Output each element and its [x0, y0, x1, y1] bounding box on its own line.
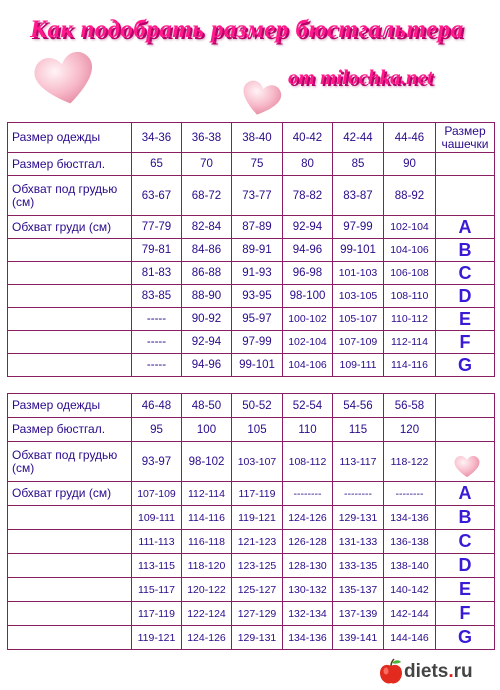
heart-icon: [30, 48, 100, 108]
table-cell: 124-126: [283, 506, 333, 530]
table-cell: 92-94: [283, 216, 333, 239]
row-label: [8, 554, 132, 578]
cup-size-header: [436, 418, 495, 442]
table-cell: 92-94: [182, 331, 232, 354]
size-table-2: [7, 393, 494, 650]
table-row: [8, 506, 495, 530]
table-cell: 91-93: [232, 262, 283, 285]
table-cell: 103-107: [232, 442, 283, 482]
table-cell: 75: [232, 153, 283, 176]
table-cell: 107-109: [132, 482, 182, 506]
table-cell: 79-81: [132, 239, 182, 262]
table-cell: 83-85: [132, 285, 182, 308]
table-row: [8, 554, 495, 578]
table-cell: 113-115: [132, 554, 182, 578]
table-cell: 88-90: [182, 285, 232, 308]
table-cell: 122-124: [182, 602, 232, 626]
table-cell: 99-101: [333, 239, 384, 262]
table-cell: 130-132: [283, 578, 333, 602]
table-cell: 119-121: [132, 626, 182, 650]
table-cell: 101-103: [333, 262, 384, 285]
row-label: Обхват груди (см): [8, 216, 132, 239]
row-label: Размер бюстгал.: [8, 153, 132, 176]
table-row: [8, 354, 495, 377]
cup-size-letter: A: [436, 216, 495, 239]
table-cell: 128-130: [283, 554, 333, 578]
table-cell: 112-114: [384, 331, 436, 354]
table-cell: 139-141: [333, 626, 384, 650]
table-cell: 52-54: [283, 394, 333, 418]
table-cell: 48-50: [182, 394, 232, 418]
table-cell: 115: [333, 418, 384, 442]
table-cell: 117-119: [132, 602, 182, 626]
cup-size-letter: C: [436, 530, 495, 554]
table-cell: 124-126: [182, 626, 232, 650]
row-label: [8, 285, 132, 308]
table-cell: 94-96: [182, 354, 232, 377]
table-cell: 110-112: [384, 308, 436, 331]
table-cell: 93-97: [132, 442, 182, 482]
table-cell: 90: [384, 153, 436, 176]
apple-icon: [378, 658, 404, 686]
table-cell: 50-52: [232, 394, 283, 418]
table-cell: --------: [283, 482, 333, 506]
cup-size-header: Размер чашечки: [436, 123, 495, 153]
table-cell: 137-139: [333, 602, 384, 626]
table-cell: 118-120: [182, 554, 232, 578]
table-row: [8, 602, 495, 626]
table-cell: 116-118: [182, 530, 232, 554]
table-cell: 134-136: [384, 506, 436, 530]
table-cell: 105: [232, 418, 283, 442]
table-row: [8, 153, 495, 176]
cup-size-letter: E: [436, 578, 495, 602]
table-cell: 126-128: [283, 530, 333, 554]
table-cell: 136-138: [384, 530, 436, 554]
table-cell: 81-83: [132, 262, 182, 285]
table-cell: 98-100: [283, 285, 333, 308]
cup-size-header: [436, 176, 495, 216]
table-cell: 88-92: [384, 176, 436, 216]
row-label: [8, 530, 132, 554]
heart-icon: [238, 78, 284, 118]
row-label: [8, 506, 132, 530]
table-cell: 117-119: [232, 482, 283, 506]
table-cell: 70: [182, 153, 232, 176]
table-cell: 134-136: [283, 626, 333, 650]
table-cell: 56-58: [384, 394, 436, 418]
table-cell: 110: [283, 418, 333, 442]
table-cell: 131-133: [333, 530, 384, 554]
row-label: Обхват под грудью (см): [8, 442, 132, 482]
table-cell: --------: [333, 482, 384, 506]
table-cell: 100: [182, 418, 232, 442]
table-cell: 90-92: [182, 308, 232, 331]
table-cell: 99-101: [232, 354, 283, 377]
table-cell: 118-122: [384, 442, 436, 482]
table-row: [8, 394, 495, 418]
table-cell: 87-89: [232, 216, 283, 239]
table-cell: 111-113: [132, 530, 182, 554]
table-cell: 129-131: [232, 626, 283, 650]
page-title: Как подобрать размер бюстгальтера: [30, 16, 464, 43]
table-cell: 94-96: [283, 239, 333, 262]
table-cell: 142-144: [384, 602, 436, 626]
table-cell: 123-125: [232, 554, 283, 578]
cup-size-letter: F: [436, 331, 495, 354]
cup-size-letter: C: [436, 262, 495, 285]
table-row: [8, 308, 495, 331]
table-cell: 95: [132, 418, 182, 442]
row-label: Размер одежды: [8, 123, 132, 153]
table-row: [8, 442, 495, 482]
table-row: [8, 262, 495, 285]
table-row: [8, 530, 495, 554]
table-row: [8, 123, 495, 153]
table-cell: 86-88: [182, 262, 232, 285]
cup-size-letter: E: [436, 308, 495, 331]
table-cell: 121-123: [232, 530, 283, 554]
table-cell: 112-114: [182, 482, 232, 506]
table-cell: 34-36: [132, 123, 182, 153]
table-cell: 120-122: [182, 578, 232, 602]
table-row: [8, 285, 495, 308]
table-cell: 104-106: [384, 239, 436, 262]
row-label: Размер бюстгал.: [8, 418, 132, 442]
table-cell: 102-104: [384, 216, 436, 239]
cup-size-letter: D: [436, 554, 495, 578]
cup-size-letter: F: [436, 602, 495, 626]
table-row: [8, 482, 495, 506]
table-cell: 127-129: [232, 602, 283, 626]
cup-size-letter: G: [436, 626, 495, 650]
row-label: [8, 626, 132, 650]
table-cell: 105-107: [333, 308, 384, 331]
table-row: [8, 578, 495, 602]
cup-size-letter: B: [436, 506, 495, 530]
table-cell: --------: [384, 482, 436, 506]
logo-text: diets.ru: [404, 661, 473, 682]
table-cell: 132-134: [283, 602, 333, 626]
table-cell: 133-135: [333, 554, 384, 578]
table-cell: 114-116: [182, 506, 232, 530]
row-label: [8, 354, 132, 377]
table-row: [8, 626, 495, 650]
table-cell: 93-95: [232, 285, 283, 308]
table-cell: 65: [132, 153, 182, 176]
table-cell: -----: [132, 354, 182, 377]
table-row: [8, 216, 495, 239]
size-table-1: [7, 122, 494, 377]
table-cell: -----: [132, 331, 182, 354]
table-cell: 40-42: [283, 123, 333, 153]
table-cell: 97-99: [232, 331, 283, 354]
table-row: [8, 239, 495, 262]
table-cell: 109-111: [132, 506, 182, 530]
table-cell: 82-84: [182, 216, 232, 239]
header: [0, 0, 500, 128]
table-cell: 104-106: [283, 354, 333, 377]
table-cell: 85: [333, 153, 384, 176]
table-cell: 108-112: [283, 442, 333, 482]
table-cell: 98-102: [182, 442, 232, 482]
table-cell: 44-46: [384, 123, 436, 153]
cup-size-letter: D: [436, 285, 495, 308]
table-cell: 119-121: [232, 506, 283, 530]
table-cell: 140-142: [384, 578, 436, 602]
table-cell: 96-98: [283, 262, 333, 285]
row-label: [8, 262, 132, 285]
table-cell: 102-104: [283, 331, 333, 354]
table-cell: 46-48: [132, 394, 182, 418]
table-cell: 42-44: [333, 123, 384, 153]
table-cell: -----: [132, 308, 182, 331]
table-cell: 95-97: [232, 308, 283, 331]
cup-size-letter: G: [436, 354, 495, 377]
table-cell: 78-82: [283, 176, 333, 216]
table-cell: 100-102: [283, 308, 333, 331]
cup-size-letter: A: [436, 482, 495, 506]
table-cell: 115-117: [132, 578, 182, 602]
row-label: [8, 308, 132, 331]
row-label: [8, 331, 132, 354]
table-cell: 84-86: [182, 239, 232, 262]
table-cell: 107-109: [333, 331, 384, 354]
page-subtitle: от milochka.net: [288, 65, 433, 89]
site-logo: [374, 655, 500, 690]
row-label: Обхват груди (см): [8, 482, 132, 506]
table-row: [8, 176, 495, 216]
table-cell: 120: [384, 418, 436, 442]
heart-icon: [452, 453, 482, 479]
table-cell: 114-116: [384, 354, 436, 377]
table-cell: 135-137: [333, 578, 384, 602]
table-row: [8, 418, 495, 442]
table-cell: 103-105: [333, 285, 384, 308]
table-cell: 68-72: [182, 176, 232, 216]
table-cell: 54-56: [333, 394, 384, 418]
table-row: [8, 331, 495, 354]
table-cell: 36-38: [182, 123, 232, 153]
table-cell: 77-79: [132, 216, 182, 239]
table-cell: 108-110: [384, 285, 436, 308]
row-label: [8, 578, 132, 602]
table-cell: 129-131: [333, 506, 384, 530]
table-cell: 109-111: [333, 354, 384, 377]
table-cell: 125-127: [232, 578, 283, 602]
table-cell: 97-99: [333, 216, 384, 239]
table-cell: 73-77: [232, 176, 283, 216]
cup-size-letter: B: [436, 239, 495, 262]
table-cell: 89-91: [232, 239, 283, 262]
row-label: [8, 602, 132, 626]
table-cell: 106-108: [384, 262, 436, 285]
table-cell: 38-40: [232, 123, 283, 153]
table-cell: 83-87: [333, 176, 384, 216]
row-label: Обхват под грудью (см): [8, 176, 132, 216]
row-label: Размер одежды: [8, 394, 132, 418]
cup-size-header: [436, 153, 495, 176]
table-cell: 80: [283, 153, 333, 176]
row-label: [8, 239, 132, 262]
table-cell: 144-146: [384, 626, 436, 650]
table-cell: 63-67: [132, 176, 182, 216]
table-cell: 138-140: [384, 554, 436, 578]
table-cell: 113-117: [333, 442, 384, 482]
cup-size-header: [436, 394, 495, 418]
